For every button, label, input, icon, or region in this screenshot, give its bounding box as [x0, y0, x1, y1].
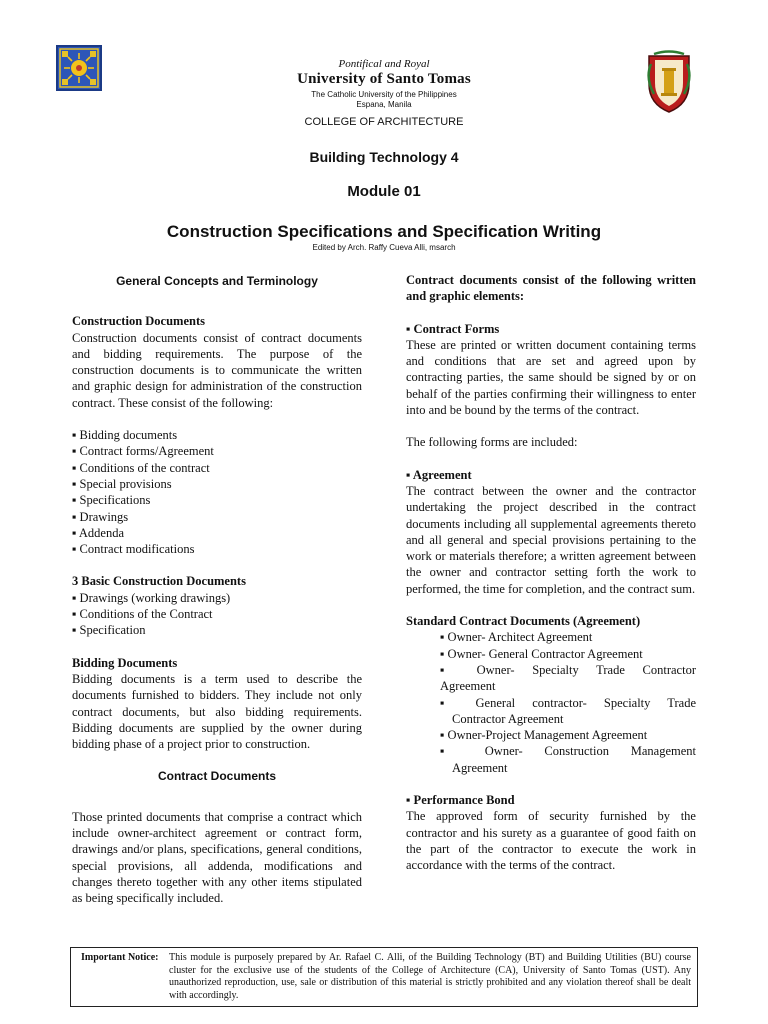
list-item: ▪ Specification	[72, 623, 146, 638]
notice-text: This module is purposely prepared by Ar. Rafael C. Alli, of the Building Technology (BT) and Building Utilities (BU) course cluster for the exclusive use of the students of the College of Architecture (CA), University of Santo Tomas (UST). Any unauthorized reproduction, use, sale or distribution of this material is strictly prohibited and any violation thereof shall be dealt with accordingly.	[169, 952, 691, 1001]
basic-documents-heading: 3 Basic Construction Documents	[72, 574, 246, 589]
pontifical-line: Pontifical and Royal	[338, 58, 430, 70]
section-title: General Concepts and Terminology	[116, 274, 318, 288]
forms-included-text: The following forms are included:	[406, 435, 578, 450]
catholic-line: The Catholic University of the Philippines	[311, 90, 457, 99]
contract-forms-body: These are printed or written document containing terms and conditions that are set and agreed upon by contracting parties, the same should be signed by or on behalf of the parties confirming their willingness to enter into and be bound by the terms of the contract.	[406, 337, 696, 418]
list-item-text: ▪ Owner- Architect Agreement	[440, 630, 593, 645]
agreement-heading: ▪ Agreement	[406, 467, 472, 482]
list-item	[440, 695, 696, 728]
bidding-documents-heading: Bidding Documents	[72, 655, 178, 670]
list-item-text: ▪ Owner- General Contractor Agreement	[440, 646, 643, 661]
important-notice-box	[70, 947, 698, 1007]
list-item-continuation: Agreement	[452, 760, 508, 775]
standard-documents-list	[406, 629, 696, 776]
bidding-documents-body: Bidding documents is a term used to describe the documents furnished to bidders. They include not only contract documents, but also bidding requirements. Bidding documents are supplied by the owner during bidding phase of a project prior to construction.	[72, 671, 362, 752]
contract-documents-title: Contract Documents	[157, 769, 276, 784]
list-item	[440, 662, 696, 695]
standard-documents-heading: Standard Contract Documents (Agreement)	[406, 614, 641, 629]
course-title: Building Technology 4	[309, 149, 459, 165]
list-item-text: ▪ Owner- Construction Management	[440, 744, 696, 759]
performance-bond-heading: ▪ Performance Bond	[406, 793, 515, 808]
list-item	[440, 743, 696, 776]
module-number: Module 01	[347, 183, 421, 200]
left-column	[72, 273, 362, 907]
construction-documents-list	[72, 427, 362, 557]
list-item: ▪ Conditions of the contract	[72, 460, 210, 475]
basic-documents-list	[72, 590, 362, 639]
list-item: ▪ Contract modifications	[72, 542, 195, 557]
performance-bond-body: The approved form of security furnished by the contractor and his surety as a guarantee of good faith on the part of the contractor to execute the work in accordance with the terms of the contract.	[406, 809, 696, 873]
list-item: ▪ Drawings	[72, 509, 129, 524]
list-item: ▪ Addenda	[72, 525, 124, 540]
construction-documents-body: Construction documents consist of contract documents and bidding requirements. The purpose of the construction documents is to communicate the written and graphic design for administration of the construction contract. These consist of the following:	[72, 330, 362, 410]
contract-documents-intro: Contract documents consist of the following written and graphic elements:	[406, 273, 696, 304]
construction-documents-heading: Construction Documents	[72, 314, 205, 329]
editor-credit: Edited by Arch. Raffy Cueva Alli, msarch	[312, 243, 456, 252]
list-item	[440, 727, 696, 743]
list-item: ▪ Bidding documents	[72, 428, 178, 443]
list-item	[440, 629, 696, 645]
agreement-body: The contract between the owner and the contractor undertaking the project described in the contract documents including all supplemental agreements thereto and all general and special provisions pertaining to the work or materials therefore; a written agreement between the owner and contractor setting forth the work to performed, the time for completion, and the contract sum.	[406, 483, 696, 596]
list-item-text: ▪ Owner- Specialty Trade Contractor	[440, 662, 696, 677]
list-item: ▪ Drawings (working drawings)	[72, 590, 231, 605]
list-item-text: ▪ General contractor- Specialty Trade	[440, 695, 696, 710]
right-column	[406, 272, 696, 874]
list-item: ▪ Contract forms/Agreement	[72, 444, 214, 459]
location-line: Espana, Manila	[356, 100, 412, 109]
list-item-continuation: Agreement	[440, 679, 496, 694]
contract-documents-body: Those printed documents that comprise a contract which include owner-architect agreement or contract form, drawings and/or plans, specifications, general conditions, special provisions, all addenda, modifications and changes thereto together with any other items stipulated as being specifically included.	[72, 809, 362, 906]
list-item: ▪ Conditions of the Contract	[72, 607, 213, 622]
page-title: Construction Specifications and Specification Writing	[166, 222, 602, 241]
list-item-continuation: Contractor Agreement	[452, 711, 564, 726]
list-item: ▪ Special provisions	[72, 476, 172, 491]
list-item-text: ▪ Owner-Project Management Agreement	[440, 728, 648, 743]
university-name: University of Santo Tomas	[297, 71, 471, 87]
contract-forms-heading: ▪ Contract Forms	[406, 321, 500, 336]
college-name: COLLEGE OF ARCHITECTURE	[304, 116, 464, 128]
list-item: ▪ Specifications	[72, 493, 151, 508]
notice-label: Important Notice:	[81, 952, 159, 963]
list-item	[440, 646, 696, 662]
